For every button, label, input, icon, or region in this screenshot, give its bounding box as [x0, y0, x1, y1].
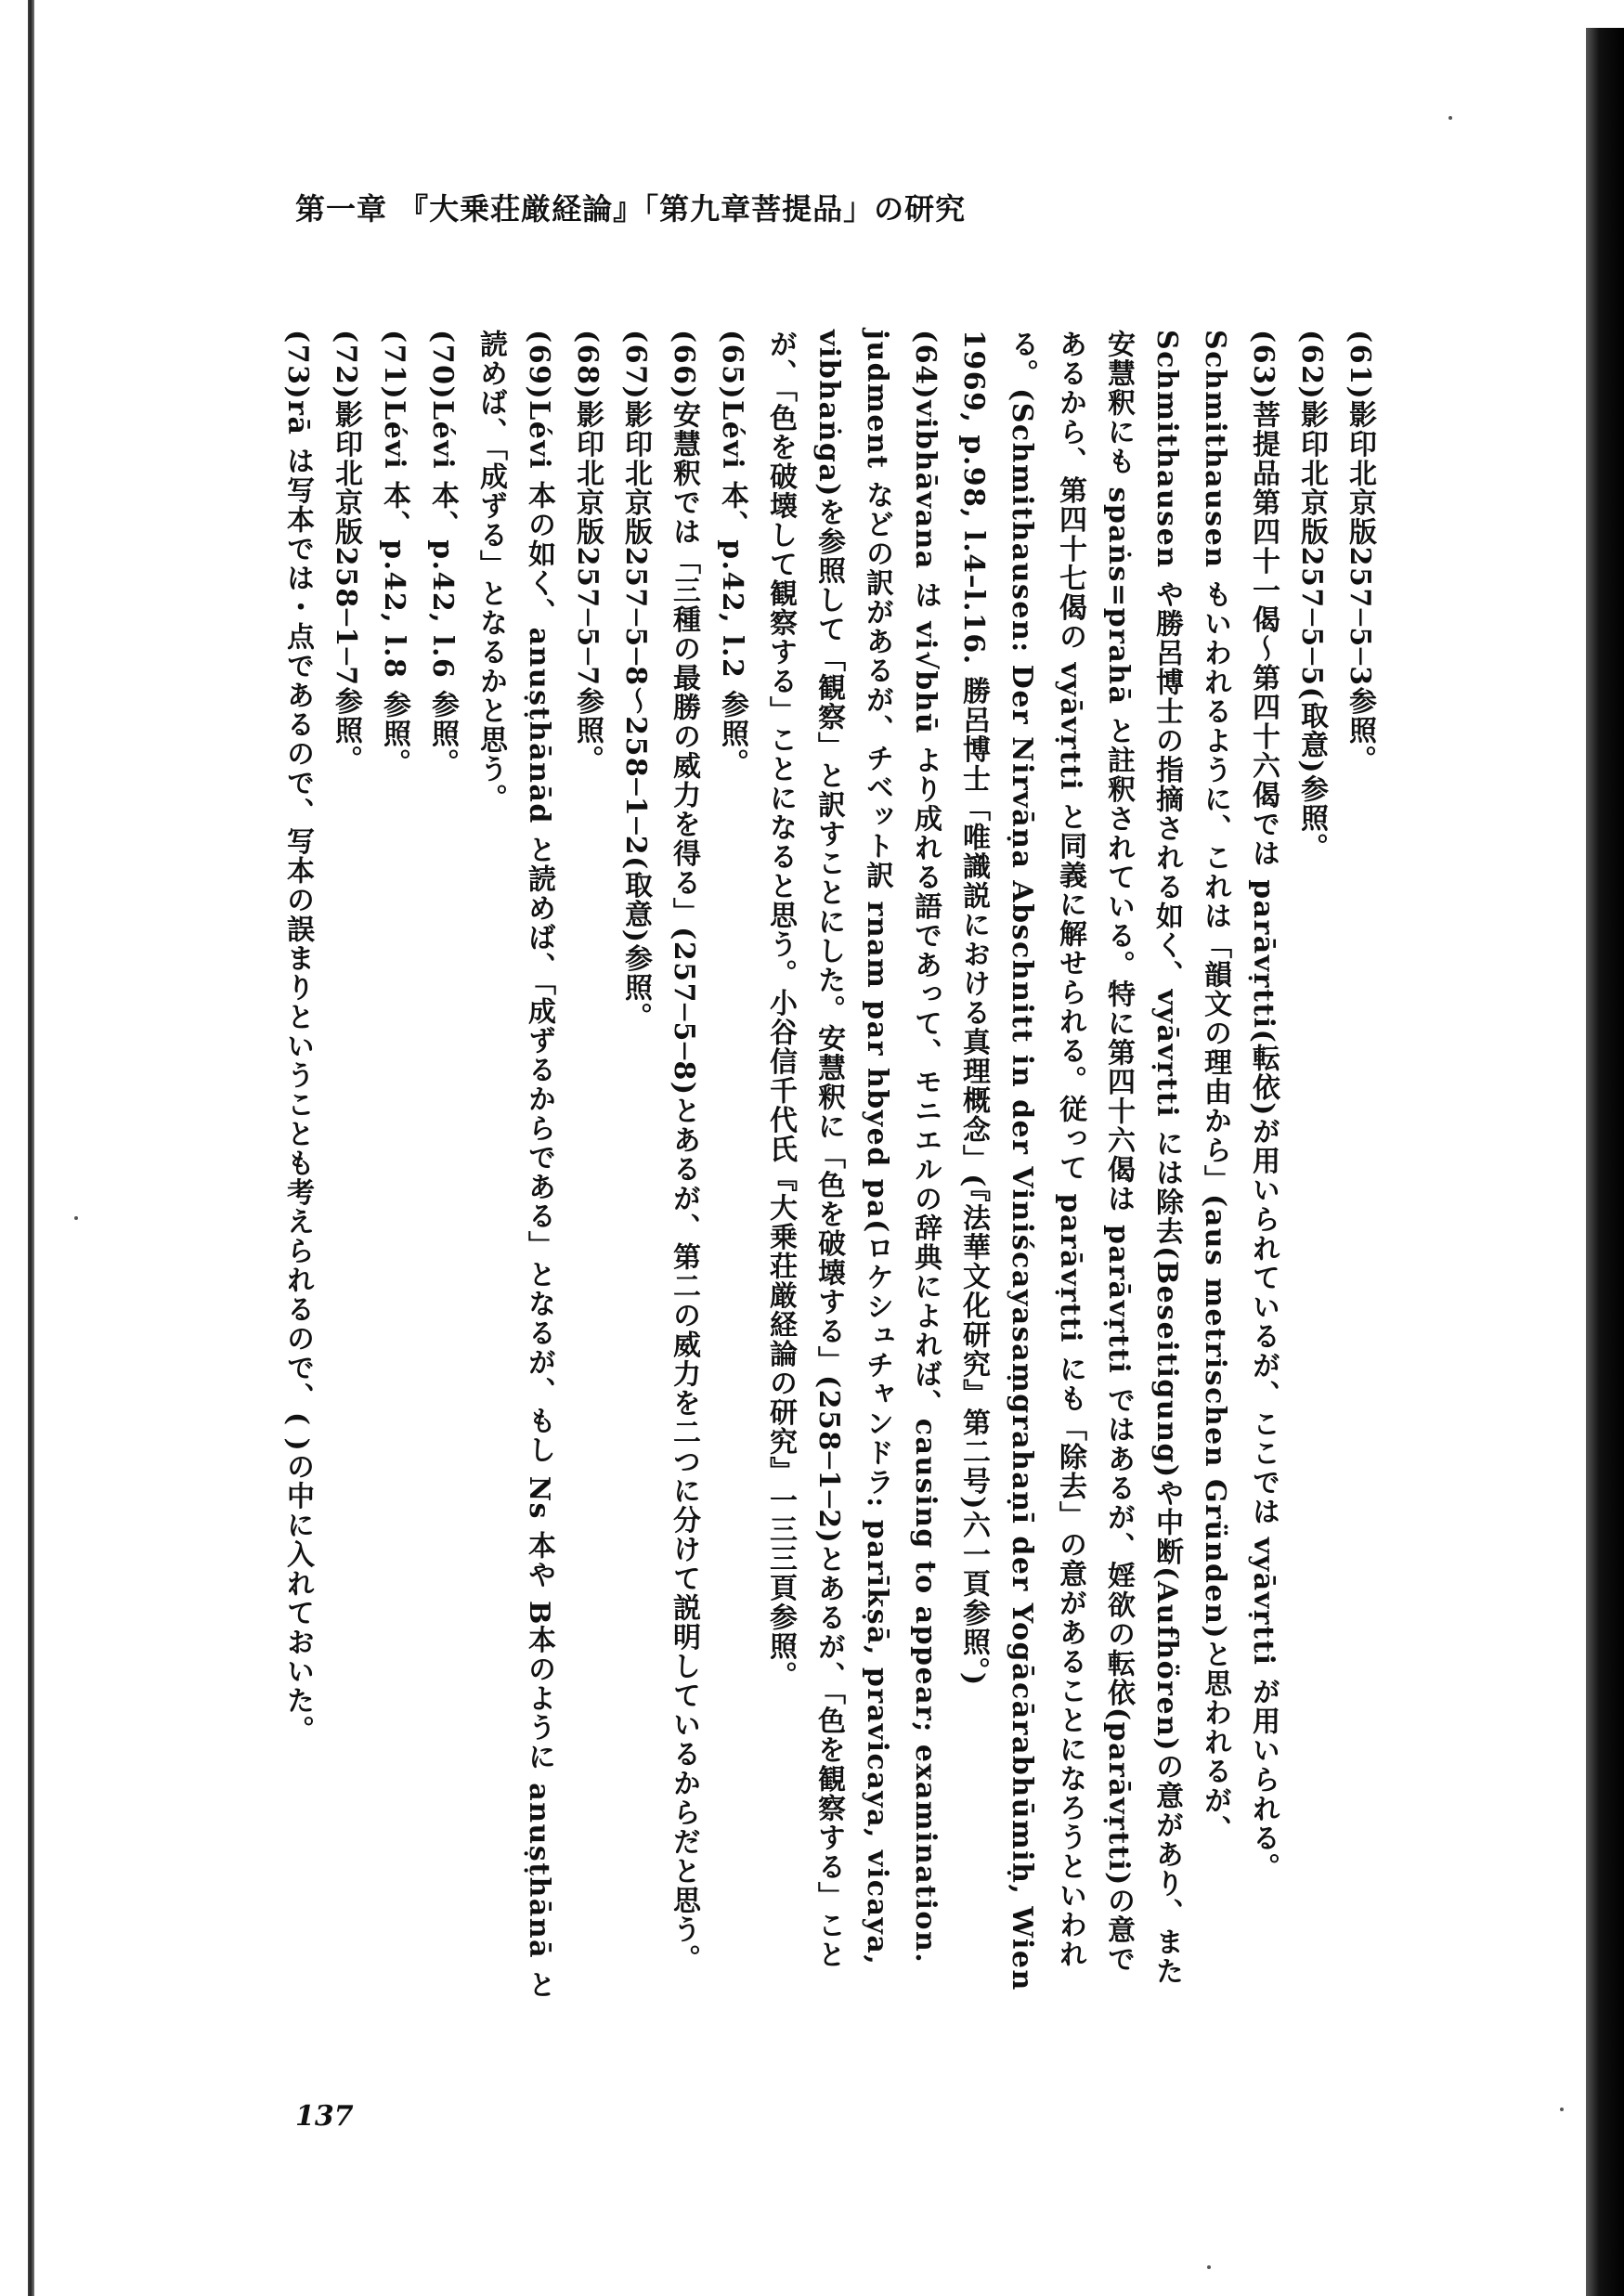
endnote-70: (70)Lévi 本、p.42, l.6 参照。 [426, 330, 459, 778]
endnote-71: (71)Lévi 本、p.42, l.8 参照。 [378, 330, 410, 778]
endnote-72: (72)影印北京版258─1─7参照。 [330, 330, 362, 775]
endnote-64: (64)vibhāvana は vi√bhū より成れる語であって、モニエルの辞典によれば、causing to appear; examination. judment などの訳があるが、チベット訳 rnam par hbyed pa(ロケシュチャンドラ: parīkṣā, pravicaya, vicaya, vibhaṅga)を参照して「観察」と訳すことにした。安慧釈に「色を破壊する」(258─1─2)とあるが、「色を観察する」ことが、「色を破壊して観察する」ことになると思う。小谷信千代氏『大乗荘厳経論の研究』一三三頁参照。 [764, 330, 942, 1969]
running-header: 第一章 『大乗荘厳経論』「第九章菩提品」の研究 [295, 191, 967, 227]
endnote-63: (63)菩提品第四十一偈〜第四十六偈では parāvṛtti(転依)が用いられているが、ここでは vyāvṛtti が用いられる。Schmithausen もいわれるように、これは「韻文の理由から」(aus metrischen Gründen)と思われるが、Schmithausen や勝呂博士の指摘される如く、vyāvṛtti には除去(Beseitigung)や中断(Aufhören)の意があり、また安慧釈にも spaṅs=prahā と註釈されている。特に第四十六偈は parāvṛtti ではあるが、婬欲の転依(parāvṛtti)の意であるから、第四十七偈の vyāvṛtti と同義に解せられる。従って parāvṛtti にも「除去」の意があることになろうといわれる。(Schmithausen: Der Nirvāṇa Abschnitt in der Viniścayasaṃgrahaṇī der Yogācārabhūmiḥ, Wien 1969, p.98, l.4–l.16. 勝呂博士「唯識説における真理概念」(『法華文化研究』第二号)六一頁参照。) [957, 330, 1280, 1991]
endnote-67: (67)影印北京版257─5─8〜258─1─2(取意)参照。 [619, 330, 652, 1032]
page-number: 137 [295, 2100, 354, 2133]
scan-border-left [28, 0, 34, 2296]
endnote-66: (66)安慧釈では「三種の最勝の威力を得る」(257─5─8)とあるが、第二の威力を二つに分けて説明しているからだと思う。 [668, 330, 700, 1974]
endnote-61: (61)影印北京版257─5─3参照。 [1344, 330, 1376, 775]
scan-speck [1449, 116, 1452, 120]
scan-speck [1207, 2265, 1211, 2269]
endnote-69: (69)Lévi 本の如く、anuṣṭhānād と読めば、「成ずるからである」となるが、もし Ns 本や B本のように anuṣṭhānā と読めば、「成ずる」となるかと思う。 [474, 330, 555, 2000]
scan-speck [74, 1216, 78, 1220]
scan-speck [1560, 2108, 1564, 2111]
scan-border-right [1586, 28, 1624, 2296]
endnote-65: (65)Lévi 本、p.42, l.2 参照。 [716, 330, 748, 778]
endnotes-column [281, 330, 1384, 2001]
endnote-62: (62)影印北京版257─5─5(取意)参照。 [1295, 330, 1328, 863]
endnote-73: (73)rā は写本では・点であるので、写本の誤まりということも考えられるので、( )の中に入れておいた。 [281, 330, 314, 1745]
endnote-68: (68)影印北京版257─5─7参照。 [571, 330, 604, 775]
